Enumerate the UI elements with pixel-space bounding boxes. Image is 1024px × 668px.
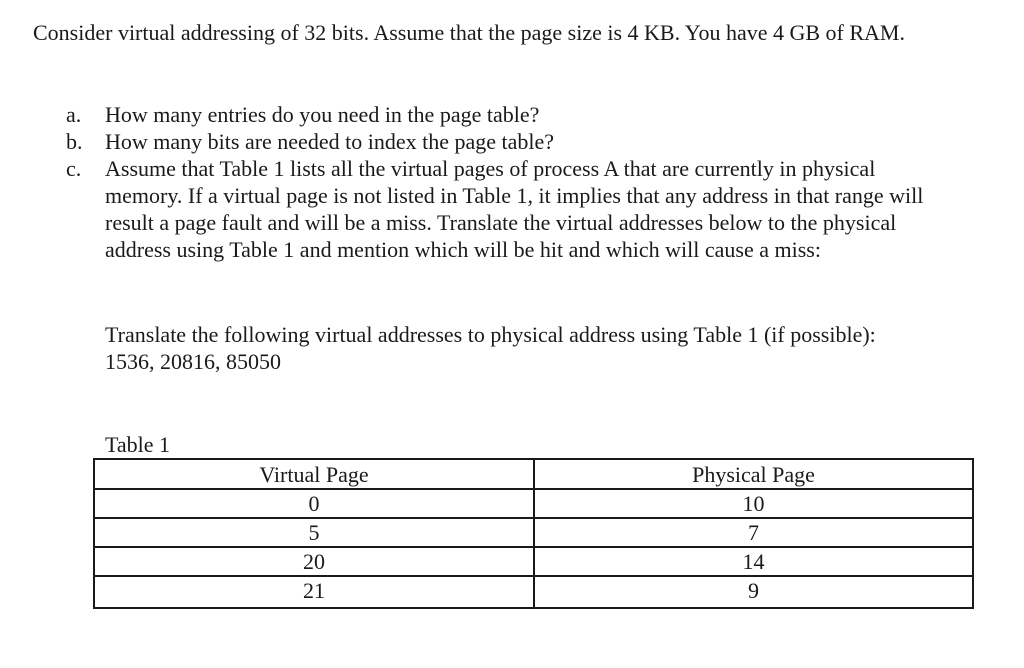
question-marker: a. — [66, 102, 82, 127]
question-text: How many bits are needed to index the page table? — [105, 129, 555, 154]
question-b — [66, 128, 966, 155]
question-text: Assume that Table 1 lists all the virtual pages of process A that are currently in physical memory. If a virtual page is not listed in Table 1, it implies that any address in that range will result a page fault and will be a miss. Translate the virtual addresses below to the physical address using Table 1 and mention which will be hit and which will cause a miss: — [105, 156, 924, 262]
table-header-row — [94, 459, 973, 489]
virtual-page-cell: 21 — [94, 576, 534, 608]
table-caption: Table 1 — [105, 432, 171, 457]
table-row — [94, 489, 973, 518]
question-a — [66, 101, 966, 128]
page-table — [93, 458, 974, 609]
physical-page-cell: 10 — [534, 489, 973, 518]
table-row — [94, 518, 973, 547]
translate-instructions — [105, 321, 975, 375]
question-text: How many entries do you need in the page table? — [105, 102, 540, 127]
virtual-page-cell: 0 — [94, 489, 534, 518]
virtual-address-list: 1536, 20816, 85050 — [105, 349, 281, 374]
problem-intro: Consider virtual addressing of 32 bits. Assume that the page size is 4 KB. You have 4 GB of RAM. — [33, 20, 905, 45]
question-marker: c. — [66, 156, 82, 181]
physical-page-cell: 7 — [534, 518, 973, 547]
virtual-page-cell: 5 — [94, 518, 534, 547]
table-row — [94, 547, 973, 576]
physical-page-cell: 9 — [534, 576, 973, 608]
question-marker: b. — [66, 129, 83, 154]
physical-page-cell: 14 — [534, 547, 973, 576]
virtual-page-cell: 20 — [94, 547, 534, 576]
question-c — [66, 155, 966, 263]
question-list — [66, 101, 966, 263]
header-physical-page: Physical Page — [534, 459, 973, 489]
table-row — [94, 576, 973, 608]
translate-prompt: Translate the following virtual addresses to physical address using Table 1 (if possible): — [105, 322, 876, 347]
header-virtual-page: Virtual Page — [94, 459, 534, 489]
